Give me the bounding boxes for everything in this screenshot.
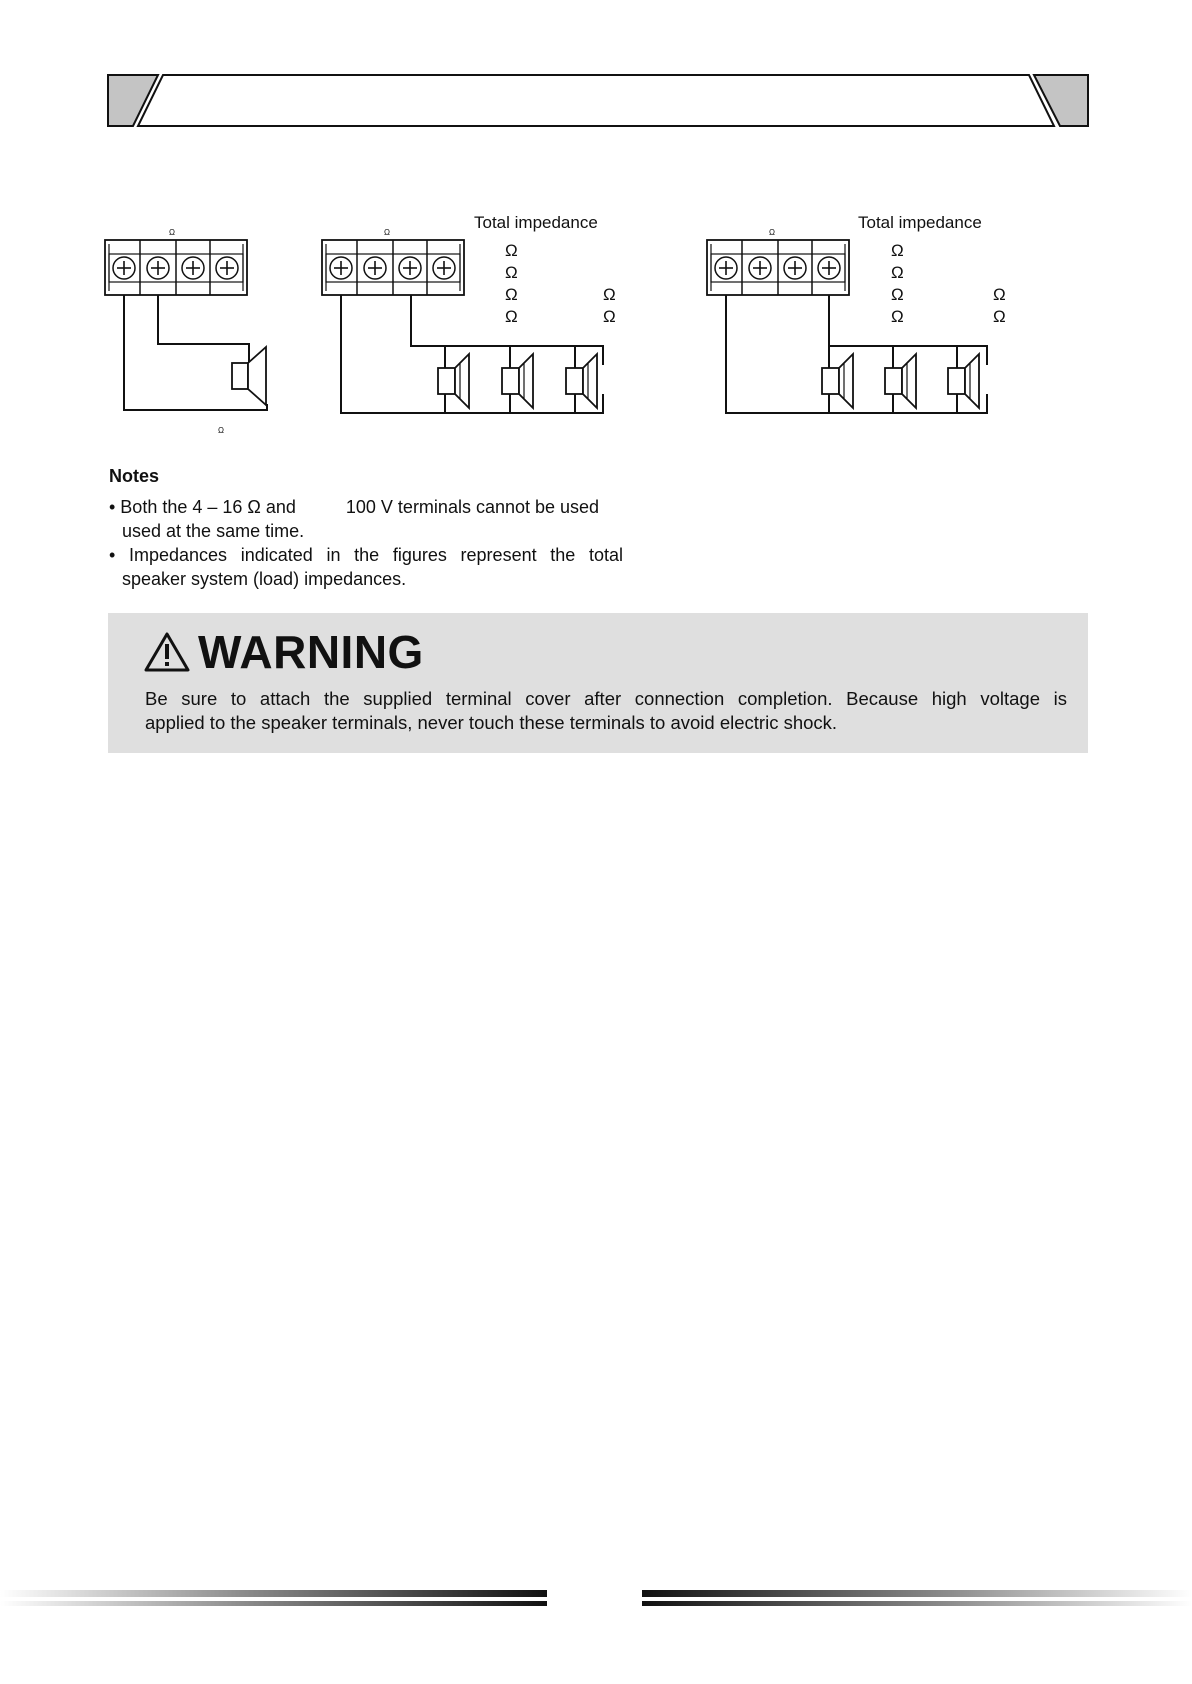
diagram2-terminal-label: Ω (384, 228, 390, 237)
warning-line1: Be sure to attach the supplied terminal cover after connection completion. Because high voltage is (145, 688, 1067, 709)
footer-bar-left (0, 1590, 547, 1597)
notes-title: Notes (109, 466, 160, 486)
warning-title: WARNING (198, 626, 424, 678)
impedance-left: Ω (505, 263, 518, 282)
header-banner (0, 0, 1192, 140)
impedance-left: Ω (891, 307, 904, 326)
note2-line1: • Impedances indicated in the figures represent the total (109, 545, 623, 565)
note2-line2: speaker system (load) impedances. (122, 569, 407, 589)
diagram-parallel-speakers-a (322, 213, 616, 413)
diagram1-terminal-label: Ω (169, 228, 175, 237)
impedance-left: Ω (505, 285, 518, 304)
total-impedance-label: Total impedance (474, 213, 598, 232)
diagram-single-speaker (105, 228, 267, 435)
diagram-parallel-speakers-b (707, 213, 1006, 413)
note1-line2: used at the same time. (122, 521, 305, 541)
diagram1-bottom-label: Ω (218, 426, 224, 435)
warning-triangle-icon (144, 631, 190, 673)
impedance-right: Ω (603, 285, 616, 304)
speaker-icon (822, 354, 853, 408)
speaker-icon (885, 354, 916, 408)
warning-header (144, 625, 424, 679)
impedance-right: Ω (993, 285, 1006, 304)
footer-bars (0, 1580, 1192, 1620)
terminal-block-2 (322, 240, 464, 295)
warning-line2: applied to the speaker terminals, never touch these terminals to avoid electric shock. (145, 712, 838, 733)
impedance-right: Ω (603, 307, 616, 326)
impedance-right: Ω (993, 307, 1006, 326)
terminal-block-3 (707, 240, 849, 295)
impedance-left: Ω (505, 307, 518, 326)
warning-text (145, 687, 1067, 735)
impedance-left: Ω (891, 241, 904, 260)
header-title-box (138, 75, 1054, 126)
diagram3-terminal-label: Ω (769, 228, 775, 237)
footer-bar-right (642, 1601, 1192, 1606)
footer-bar-left (0, 1601, 547, 1606)
note1-line1b: 100 V terminals cannot be used (345, 497, 600, 517)
note-item (109, 495, 669, 543)
note1-line1a: • Both the 4 – 16 Ω and (109, 497, 296, 517)
impedance-left: Ω (891, 285, 904, 304)
note-item (109, 543, 669, 591)
terminal-block-1 (105, 240, 247, 295)
total-impedance-label: Total impedance (858, 213, 982, 232)
speaker-icon (438, 354, 469, 408)
speaker-icon (502, 354, 533, 408)
wiring-diagrams (0, 200, 1192, 440)
impedance-left: Ω (891, 263, 904, 282)
speaker-icon (948, 354, 979, 408)
impedance-left: Ω (505, 241, 518, 260)
speaker-icon (566, 354, 597, 408)
warning-box (108, 613, 1088, 753)
footer-bar-right (642, 1590, 1192, 1597)
